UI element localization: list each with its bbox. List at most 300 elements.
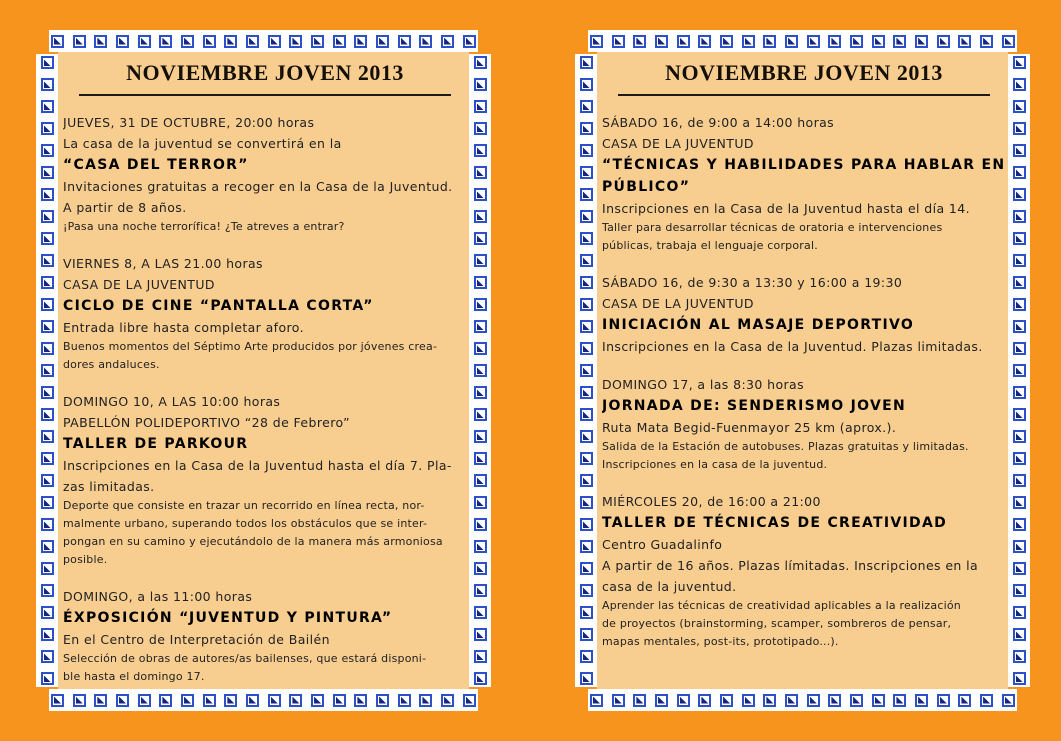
event-text-line: Centro Guadalinfo — [602, 537, 723, 552]
border-square-icon — [763, 694, 776, 707]
event-text-line: Aprender las técnicas de creatividad aplicables a la realización — [602, 599, 961, 612]
triangle-glyph — [44, 455, 51, 462]
triangle-glyph — [44, 59, 51, 66]
triangle-glyph — [961, 38, 968, 45]
event-text-line: Inscripciones en la Casa de la Juventud. Plazas limitadas. — [602, 339, 983, 354]
triangle-glyph — [983, 697, 990, 704]
triangle-glyph — [636, 38, 643, 45]
triangle-glyph — [583, 235, 590, 242]
triangle-glyph — [615, 697, 622, 704]
border-square-icon — [474, 540, 487, 553]
border-strip-left — [575, 54, 597, 687]
border-square-icon — [474, 210, 487, 223]
border-square-icon — [246, 35, 259, 48]
border-square-icon — [41, 474, 54, 487]
triangle-glyph — [583, 59, 590, 66]
border-square-icon — [1013, 672, 1026, 685]
border-square-icon — [580, 254, 593, 267]
triangle-glyph — [583, 499, 590, 506]
triangle-glyph — [1016, 125, 1023, 132]
border-square-icon — [181, 694, 194, 707]
triangle-glyph — [583, 653, 590, 660]
border-square-icon — [41, 606, 54, 619]
triangle-glyph — [76, 38, 83, 45]
border-square-icon — [958, 694, 971, 707]
event-text-line: MIÉRCOLES 20, de 16:00 a 21:00 — [602, 494, 821, 509]
triangle-glyph — [357, 38, 364, 45]
border-square-icon — [474, 452, 487, 465]
triangle-glyph — [466, 697, 473, 704]
event-text-line: públicas, trabaja el lenguaje corporal. — [602, 239, 818, 252]
page-title: NOVIEMBRE JOVEN 2013 — [126, 60, 404, 85]
title-divider — [618, 94, 990, 96]
event-text-line: CASA DE LA JUVENTUD — [602, 296, 754, 311]
border-square-icon — [580, 320, 593, 333]
border-square-icon — [268, 35, 281, 48]
border-square-icon — [580, 232, 593, 245]
border-square-icon — [1013, 232, 1026, 245]
triangle-glyph — [1016, 433, 1023, 440]
border-square-icon — [41, 672, 54, 685]
border-square-icon — [138, 694, 151, 707]
triangle-glyph — [583, 345, 590, 352]
border-square-icon — [612, 35, 625, 48]
triangle-glyph — [1016, 521, 1023, 528]
triangle-glyph — [466, 38, 473, 45]
triangle-glyph — [292, 697, 299, 704]
border-square-icon — [1002, 694, 1015, 707]
triangle-glyph — [1016, 609, 1023, 616]
triangle-glyph — [583, 565, 590, 572]
triangle-glyph — [249, 38, 256, 45]
event-text-line: de proyectos (brainstorming, scamper, sombreros de pensar, — [602, 617, 952, 630]
triangle-glyph — [875, 38, 882, 45]
triangle-glyph — [788, 697, 795, 704]
triangle-glyph — [314, 697, 321, 704]
triangle-glyph — [379, 38, 386, 45]
border-square-icon — [580, 518, 593, 531]
border-square-icon — [1002, 35, 1015, 48]
triangle-glyph — [44, 587, 51, 594]
triangle-glyph — [314, 38, 321, 45]
border-square-icon — [1013, 188, 1026, 201]
border-square-icon — [655, 35, 668, 48]
triangle-glyph — [583, 521, 590, 528]
panel-content — [58, 52, 469, 689]
border-square-icon — [376, 35, 389, 48]
triangle-glyph — [583, 81, 590, 88]
triangle-glyph — [918, 697, 925, 704]
border-square-icon — [807, 35, 820, 48]
triangle-glyph — [401, 38, 408, 45]
triangle-glyph — [162, 697, 169, 704]
event-section — [602, 272, 1006, 357]
triangle-glyph — [810, 697, 817, 704]
triangle-glyph — [1016, 653, 1023, 660]
event-text-line: CASA DE LA JUVENTUD — [602, 136, 754, 151]
border-square-icon — [474, 100, 487, 113]
event-text-line: SÁBADO 16, de 9:30 a 13:30 y 16:00 a 19:30 — [602, 275, 903, 290]
border-square-icon — [41, 562, 54, 575]
border-square-icon — [41, 100, 54, 113]
border-square-icon — [474, 144, 487, 157]
triangle-glyph — [44, 103, 51, 110]
border-square-icon — [224, 35, 237, 48]
event-sections — [602, 112, 1006, 651]
triangle-glyph — [1005, 38, 1012, 45]
event-section — [63, 253, 467, 374]
border-square-icon — [612, 694, 625, 707]
border-square-icon — [720, 35, 733, 48]
triangle-glyph — [54, 697, 61, 704]
triangle-glyph — [1016, 103, 1023, 110]
border-square-icon — [474, 518, 487, 531]
event-sections — [63, 112, 467, 686]
triangle-glyph — [1016, 455, 1023, 462]
border-square-icon — [224, 694, 237, 707]
event-text-line: Ruta Mata Begid-Fuenmayor 25 km (aprox.). — [602, 420, 897, 435]
border-strip-bottom — [588, 689, 1017, 711]
event-section — [63, 391, 467, 569]
event-text-line: SÁBADO 16, de 9:00 a 14:00 horas — [602, 115, 835, 130]
border-square-icon — [1013, 100, 1026, 113]
border-square-icon — [41, 452, 54, 465]
triangle-glyph — [477, 543, 484, 550]
border-square-icon — [1013, 452, 1026, 465]
triangle-glyph — [1016, 543, 1023, 550]
border-square-icon — [1013, 474, 1026, 487]
border-square-icon — [937, 694, 950, 707]
border-square-icon — [116, 694, 129, 707]
triangle-glyph — [44, 609, 51, 616]
border-square-icon — [474, 254, 487, 267]
border-square-icon — [580, 562, 593, 575]
border-square-icon — [474, 298, 487, 311]
triangle-glyph — [583, 191, 590, 198]
triangle-glyph — [44, 565, 51, 572]
triangle-glyph — [44, 521, 51, 528]
triangle-glyph — [658, 697, 665, 704]
border-square-icon — [850, 35, 863, 48]
border-square-icon — [1013, 342, 1026, 355]
triangle-glyph — [853, 697, 860, 704]
border-square-icon — [1013, 606, 1026, 619]
border-square-icon — [474, 474, 487, 487]
event-text-line: Inscripciones en la casa de la juventud. — [602, 458, 828, 471]
border-square-icon — [463, 35, 476, 48]
border-square-icon — [580, 408, 593, 421]
border-square-icon — [41, 628, 54, 641]
border-square-icon — [474, 276, 487, 289]
triangle-glyph — [745, 697, 752, 704]
border-square-icon — [474, 364, 487, 377]
triangle-glyph — [1016, 587, 1023, 594]
event-text-line: Entrada libre hasta completar aforo. — [63, 320, 304, 335]
border-square-icon — [1013, 540, 1026, 553]
border-square-icon — [893, 694, 906, 707]
border-square-icon — [1013, 518, 1026, 531]
border-square-icon — [246, 694, 259, 707]
border-strip-top — [588, 30, 1017, 52]
event-text-line: La casa de la juventud se convertirá en la — [63, 136, 342, 151]
triangle-glyph — [583, 147, 590, 154]
border-square-icon — [1013, 210, 1026, 223]
border-square-icon — [937, 35, 950, 48]
border-square-icon — [441, 35, 454, 48]
border-square-icon — [203, 35, 216, 48]
border-square-icon — [474, 56, 487, 69]
border-square-icon — [1013, 254, 1026, 267]
event-text-line: dores andaluces. — [63, 358, 160, 371]
border-square-icon — [41, 342, 54, 355]
border-square-icon — [419, 694, 432, 707]
border-strip-bottom — [49, 689, 478, 711]
triangle-glyph — [44, 433, 51, 440]
triangle-glyph — [477, 653, 484, 660]
border-square-icon — [41, 232, 54, 245]
triangle-glyph — [1016, 279, 1023, 286]
triangle-glyph — [477, 389, 484, 396]
triangle-glyph — [44, 279, 51, 286]
triangle-glyph — [723, 697, 730, 704]
border-square-icon — [980, 35, 993, 48]
border-square-icon — [138, 35, 151, 48]
triangle-glyph — [249, 697, 256, 704]
event-text-line: En el Centro de Interpretación de Bailén — [63, 632, 330, 647]
triangle-glyph — [44, 235, 51, 242]
event-text-line: mapas mentales, post-its, prototipado...). — [602, 635, 839, 648]
event-text-line: Inscripciones en la Casa de la Juventud hasta el día 7. Pla- — [63, 458, 452, 473]
triangle-glyph — [44, 191, 51, 198]
triangle-glyph — [477, 609, 484, 616]
triangle-glyph — [477, 59, 484, 66]
triangle-glyph — [1005, 697, 1012, 704]
triangle-glyph — [477, 587, 484, 594]
border-square-icon — [580, 144, 593, 157]
border-square-icon — [1013, 430, 1026, 443]
triangle-glyph — [336, 697, 343, 704]
triangle-glyph — [983, 38, 990, 45]
triangle-glyph — [680, 38, 687, 45]
event-text-line: ¡Pasa una noche terrorífica! ¿Te atreves a entrar? — [63, 220, 345, 233]
triangle-glyph — [615, 38, 622, 45]
triangle-glyph — [853, 38, 860, 45]
border-square-icon — [1013, 276, 1026, 289]
triangle-glyph — [680, 697, 687, 704]
border-square-icon — [580, 672, 593, 685]
triangle-glyph — [44, 631, 51, 638]
border-square-icon — [1013, 78, 1026, 91]
border-square-icon — [474, 122, 487, 135]
triangle-glyph — [583, 257, 590, 264]
border-square-icon — [41, 496, 54, 509]
triangle-glyph — [141, 697, 148, 704]
triangle-glyph — [477, 81, 484, 88]
triangle-glyph — [44, 345, 51, 352]
triangle-glyph — [44, 125, 51, 132]
triangle-glyph — [1016, 191, 1023, 198]
border-square-icon — [655, 694, 668, 707]
border-square-icon — [419, 35, 432, 48]
event-text-line: Selección de obras de autores/as bailenses, que estará disponi- — [63, 652, 427, 665]
event-text-line: malmente urbano, superando todos los obstáculos que se inter- — [63, 517, 428, 530]
triangle-glyph — [766, 697, 773, 704]
border-square-icon — [1013, 56, 1026, 69]
border-square-icon — [474, 342, 487, 355]
triangle-glyph — [44, 367, 51, 374]
border-strip-right — [469, 54, 491, 687]
event-section — [63, 112, 467, 236]
triangle-glyph — [477, 323, 484, 330]
border-square-icon — [41, 650, 54, 663]
border-square-icon — [41, 56, 54, 69]
triangle-glyph — [583, 477, 590, 484]
triangle-glyph — [896, 697, 903, 704]
triangle-glyph — [76, 697, 83, 704]
border-square-icon — [333, 694, 346, 707]
border-square-icon — [1013, 298, 1026, 311]
triangle-glyph — [1016, 235, 1023, 242]
border-square-icon — [474, 78, 487, 91]
border-square-icon — [474, 188, 487, 201]
border-strip-left — [36, 54, 58, 687]
border-square-icon — [580, 496, 593, 509]
border-square-icon — [580, 276, 593, 289]
border-square-icon — [354, 35, 367, 48]
border-square-icon — [474, 496, 487, 509]
border-square-icon — [474, 672, 487, 685]
border-square-icon — [73, 35, 86, 48]
border-square-icon — [41, 386, 54, 399]
triangle-glyph — [477, 411, 484, 418]
border-square-icon — [580, 188, 593, 201]
triangle-glyph — [1016, 147, 1023, 154]
event-section — [602, 112, 1006, 255]
border-square-icon — [463, 694, 476, 707]
panel-content — [597, 52, 1008, 689]
triangle-glyph — [44, 411, 51, 418]
event-text-line: TALLER DE TÉCNICAS DE CREATIVIDAD — [602, 515, 948, 531]
border-square-icon — [41, 364, 54, 377]
triangle-glyph — [444, 38, 451, 45]
event-text-line: ÉXPOSICIÓN “JUVENTUD Y PINTURA” — [63, 610, 393, 626]
triangle-glyph — [119, 697, 126, 704]
border-square-icon — [1013, 496, 1026, 509]
border-square-icon — [590, 35, 603, 48]
border-square-icon — [915, 35, 928, 48]
border-square-icon — [41, 298, 54, 311]
border-square-icon — [41, 408, 54, 421]
border-square-icon — [980, 694, 993, 707]
triangle-glyph — [44, 169, 51, 176]
triangle-glyph — [477, 345, 484, 352]
border-square-icon — [1013, 628, 1026, 641]
border-square-icon — [41, 276, 54, 289]
border-square-icon — [333, 35, 346, 48]
triangle-glyph — [44, 213, 51, 220]
triangle-glyph — [583, 675, 590, 682]
border-square-icon — [268, 694, 281, 707]
event-text-line: A partir de 8 años. — [63, 200, 187, 215]
triangle-glyph — [477, 235, 484, 242]
border-square-icon — [698, 35, 711, 48]
border-square-icon — [73, 694, 86, 707]
triangle-glyph — [583, 169, 590, 176]
border-strip-top — [49, 30, 478, 52]
triangle-glyph — [788, 38, 795, 45]
triangle-glyph — [357, 697, 364, 704]
triangle-glyph — [477, 169, 484, 176]
border-square-icon — [580, 540, 593, 553]
flyer-panel-left — [36, 30, 491, 711]
triangle-glyph — [477, 367, 484, 374]
border-square-icon — [474, 386, 487, 399]
event-text-line: JORNADA DE: SENDERISMO JOVEN — [602, 398, 907, 414]
border-square-icon — [1013, 386, 1026, 399]
triangle-glyph — [336, 38, 343, 45]
triangle-glyph — [940, 38, 947, 45]
triangle-glyph — [477, 565, 484, 572]
event-text-line: Deporte que consiste en trazar un recorrido en línea recta, nor- — [63, 499, 425, 512]
triangle-glyph — [766, 38, 773, 45]
event-text-line: DOMINGO 10, A LAS 10:00 horas — [63, 394, 281, 409]
triangle-glyph — [206, 38, 213, 45]
event-text-line: VIERNES 8, A LAS 21.00 horas — [63, 256, 263, 271]
border-square-icon — [580, 430, 593, 443]
triangle-glyph — [875, 697, 882, 704]
border-square-icon — [354, 694, 367, 707]
triangle-glyph — [477, 213, 484, 220]
triangle-glyph — [583, 389, 590, 396]
triangle-glyph — [583, 367, 590, 374]
border-square-icon — [474, 232, 487, 245]
triangle-glyph — [961, 697, 968, 704]
triangle-glyph — [44, 477, 51, 484]
border-square-icon — [677, 35, 690, 48]
triangle-glyph — [54, 38, 61, 45]
triangle-glyph — [831, 697, 838, 704]
border-square-icon — [580, 100, 593, 113]
event-text-line: pongan en su camino y ejecutándolo de la manera más armoniosa — [63, 535, 443, 548]
triangle-glyph — [583, 543, 590, 550]
triangle-glyph — [227, 38, 234, 45]
triangle-glyph — [477, 433, 484, 440]
border-square-icon — [590, 694, 603, 707]
border-square-icon — [94, 694, 107, 707]
border-square-icon — [41, 122, 54, 135]
border-square-icon — [850, 694, 863, 707]
triangle-glyph — [379, 697, 386, 704]
triangle-glyph — [44, 257, 51, 264]
border-square-icon — [289, 694, 302, 707]
triangle-glyph — [658, 38, 665, 45]
triangle-glyph — [583, 631, 590, 638]
border-square-icon — [580, 364, 593, 377]
border-square-icon — [51, 694, 64, 707]
border-square-icon — [580, 342, 593, 355]
triangle-glyph — [477, 499, 484, 506]
border-square-icon — [41, 166, 54, 179]
border-square-icon — [633, 694, 646, 707]
triangle-glyph — [477, 279, 484, 286]
border-square-icon — [580, 78, 593, 91]
border-square-icon — [828, 35, 841, 48]
triangle-glyph — [477, 103, 484, 110]
triangle-glyph — [896, 38, 903, 45]
event-text-line: casa de la juventud. — [602, 579, 737, 594]
event-section — [602, 491, 1006, 651]
triangle-glyph — [44, 301, 51, 308]
